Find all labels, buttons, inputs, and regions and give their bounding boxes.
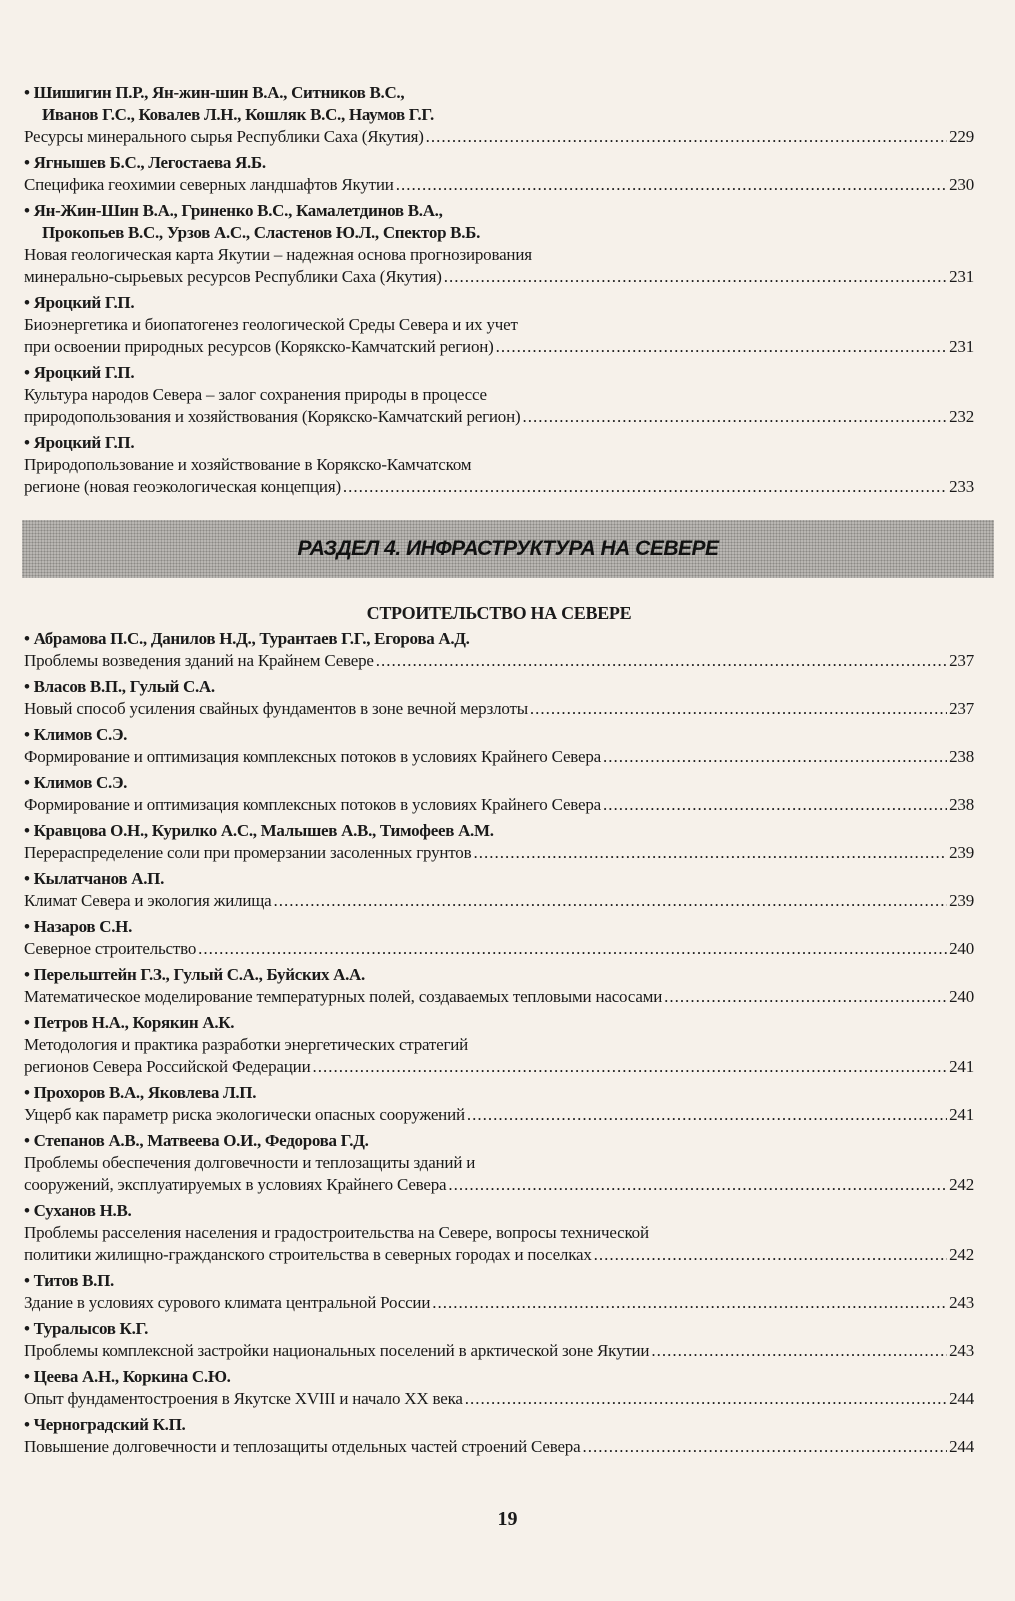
entry-title: политики жилищно-гражданского строительства в северных городах и поселках	[24, 1245, 592, 1264]
entry-title: регионов Севера Российской Федерации	[24, 1057, 311, 1076]
entry-title: Проблемы возведения зданий на Крайнем Севере	[24, 651, 374, 670]
entry-authors: • Яроцкий Г.П.	[24, 293, 135, 312]
entry-title: Повышение долговечности и теплозащиты отдельных частей строений Севера	[24, 1437, 581, 1456]
entry-authors: • Абрамова П.С., Данилов Н.Д., Турантаев Г.Г., Егорова А.Д.	[24, 629, 470, 648]
entry-page: 242	[949, 1245, 974, 1264]
dot-leader	[473, 842, 947, 864]
entry-authors: • Яроцкий Г.П.	[24, 433, 135, 452]
toc-entry	[24, 1082, 974, 1126]
entry-title: Методология и практика разработки энергетических стратегий	[24, 1035, 469, 1054]
entry-title-line	[24, 1104, 974, 1126]
toc-entry	[24, 1414, 974, 1458]
entry-title: Специфика геохимии северных ландшафтов Якутии	[24, 175, 394, 194]
entry-authors: • Цеева А.Н., Коркина С.Ю.	[24, 1367, 231, 1386]
entry-authors: • Шишигин П.Р., Ян-жин-шин В.А., Ситников В.С.,	[24, 83, 405, 102]
dot-leader	[530, 698, 947, 720]
dot-leader	[496, 336, 947, 358]
entry-title: Климат Севера и экология жилища	[24, 891, 272, 910]
entry-title-line	[24, 406, 974, 428]
entry-title: минерально-сырьевых ресурсов Республики Саха (Якутия)	[24, 267, 442, 286]
entry-page: 239	[949, 891, 974, 910]
entry-page: 233	[949, 477, 974, 496]
entry-authors: • Власов В.П., Гулый С.А.	[24, 677, 215, 696]
entry-title-line	[24, 698, 974, 720]
entry-page: 232	[949, 407, 974, 426]
dot-leader	[343, 476, 947, 498]
entry-authors: • Климов С.Э.	[24, 725, 128, 744]
entry-authors: • Назаров С.Н.	[24, 917, 133, 936]
entry-page: 238	[949, 747, 974, 766]
entry-title: Культура народов Севера – залог сохранения природы в процессе	[24, 385, 487, 404]
entry-title: Проблемы комплексной застройки национальных поселений в арктической зоне Якутии	[24, 1341, 650, 1360]
entry-authors: • Ян-Жин-Шин В.А., Гриненко В.С., Камалетдинов В.А.,	[24, 201, 443, 220]
entry-authors: • Суханов Н.В.	[24, 1201, 132, 1220]
toc-entry	[24, 1270, 974, 1314]
entry-title: Опыт фундаментостроения в Якутске XVIII и начало XX века	[24, 1389, 463, 1408]
entry-authors: • Петров Н.А., Корякин А.К.	[24, 1013, 235, 1032]
toc-entry	[24, 362, 974, 428]
toc-entry	[24, 1012, 974, 1078]
dot-leader	[603, 746, 947, 768]
toc-entry	[24, 916, 974, 960]
entry-page: 243	[949, 1293, 974, 1312]
entry-page: 244	[949, 1389, 974, 1408]
entry-authors: • Черноградский К.П.	[24, 1415, 186, 1434]
entry-page: 238	[949, 795, 974, 814]
entry-title: природопользования и хозяйствования (Корякско-Камчатский регион)	[24, 407, 521, 426]
entry-title: Новый способ усиления свайных фундаментов в зоне вечной мерзлоты	[24, 699, 528, 718]
entry-authors: • Титов В.П.	[24, 1271, 115, 1290]
entry-title: Природопользование и хозяйствование в Корякско-Камчатском	[24, 455, 472, 474]
entries-bottom	[24, 628, 974, 1458]
toc-entry	[24, 152, 974, 196]
entry-title-line	[24, 1056, 974, 1078]
toc-entry	[24, 1200, 974, 1266]
entry-title-line	[24, 266, 974, 288]
toc-entry	[24, 292, 974, 358]
dot-leader	[312, 1056, 947, 1078]
toc-entry	[24, 1318, 974, 1362]
entry-title: Биоэнергетика и биопатогенез геологической Среды Севера и их учет	[24, 315, 518, 334]
toc-entry	[24, 628, 974, 672]
dot-leader	[664, 986, 947, 1008]
entry-title: Проблемы расселения населения и градостроительства на Севере, вопросы технической	[24, 1223, 649, 1242]
entry-page: 241	[949, 1057, 974, 1076]
entry-page: 237	[949, 699, 974, 718]
entry-title: при освоении природных ресурсов (Корякско-Камчатский регион)	[24, 337, 494, 356]
toc-entry	[24, 772, 974, 816]
table-of-contents	[24, 78, 974, 1458]
dot-leader	[467, 1104, 947, 1126]
entry-title-line	[24, 1388, 974, 1410]
entry-title-line	[24, 842, 974, 864]
dot-leader	[603, 794, 947, 816]
toc-entry	[24, 676, 974, 720]
entry-title: сооружений, эксплуатируемых в условиях Крайнего Севера	[24, 1175, 447, 1194]
toc-entry	[24, 1366, 974, 1410]
entry-title-line	[24, 1292, 974, 1314]
entry-authors: • Кравцова О.Н., Курилко А.С., Малышев А.В., Тимофеев А.М.	[24, 821, 494, 840]
entry-title-line	[24, 650, 974, 672]
toc-entry	[24, 200, 974, 288]
entry-page: 231	[949, 337, 974, 356]
entry-title: Перераспределение соли при промерзании засоленных грунтов	[24, 843, 472, 862]
dot-leader	[432, 1292, 947, 1314]
entry-page: 244	[949, 1437, 974, 1456]
entry-title-line	[24, 1436, 974, 1458]
dot-leader	[651, 1340, 947, 1362]
entry-title-line	[24, 336, 974, 358]
entry-page: 239	[949, 843, 974, 862]
entry-title-line	[24, 1174, 974, 1196]
dot-leader	[444, 266, 947, 288]
entry-authors: Прокопьев В.С., Урзов А.С., Сластенов Ю.Л., Спектор В.Б.	[42, 223, 481, 242]
dot-leader	[465, 1388, 947, 1410]
entry-authors: • Прохоров В.А., Яковлева Л.П.	[24, 1083, 257, 1102]
entry-title: Формирование и оптимизация комплексных потоков в условиях Крайнего Севера	[24, 747, 602, 766]
section-banner-title: РАЗДЕЛ 4. ИНФРАСТРУКТУРА НА СЕВЕРЕ	[297, 537, 719, 560]
entry-title-line	[24, 1244, 974, 1266]
entry-title: Проблемы обеспечения долговечности и теплозащиты зданий и	[24, 1153, 476, 1172]
toc-entry	[24, 820, 974, 864]
section-banner	[22, 520, 994, 578]
entry-title: Ресурсы минерального сырья Республики Саха (Якутия)	[24, 127, 424, 146]
entry-authors: Иванов Г.С., Ковалев Л.Н., Кошляк В.С., Наумов Г.Г.	[42, 105, 434, 124]
entry-title: Северное строительство	[24, 939, 197, 958]
entry-title-line	[24, 794, 974, 816]
entry-page: 240	[949, 939, 974, 958]
entry-page: 240	[949, 987, 974, 1006]
entry-title-line	[24, 1340, 974, 1362]
dot-leader	[594, 1244, 947, 1266]
entry-page: 229	[949, 127, 974, 146]
entry-title: Математическое моделирование температурных полей, создаваемых тепловыми насосами	[24, 987, 663, 1006]
dot-leader	[198, 938, 947, 960]
entry-title: Новая геологическая карта Якутии – надежная основа прогнозирования	[24, 245, 532, 264]
entry-authors: • Климов С.Э.	[24, 773, 128, 792]
toc-entry	[24, 868, 974, 912]
dot-leader	[396, 174, 947, 196]
entry-page: 237	[949, 651, 974, 670]
toc-entry	[24, 724, 974, 768]
entry-title: регионе (новая геоэкологическая концепция)	[24, 477, 341, 496]
dot-leader	[448, 1174, 947, 1196]
entry-page: 241	[949, 1105, 974, 1124]
entries-top	[24, 82, 974, 498]
entry-title-line	[24, 476, 974, 498]
entry-title-line	[24, 986, 974, 1008]
dot-leader	[426, 126, 947, 148]
entry-page: 230	[949, 175, 974, 194]
toc-entry	[24, 432, 974, 498]
entry-authors: • Степанов А.В., Матвеева О.И., Федорова Г.Д.	[24, 1131, 369, 1150]
entry-authors: • Туралысов К.Г.	[24, 1319, 149, 1338]
entry-title: Ущерб как параметр риска экологически опасных сооружений	[24, 1105, 465, 1124]
dot-leader	[376, 650, 947, 672]
toc-entry	[24, 964, 974, 1008]
entry-title-line	[24, 174, 974, 196]
toc-entry	[24, 82, 974, 148]
dot-leader	[522, 406, 947, 428]
toc-entry	[24, 1130, 974, 1196]
entry-title-line	[24, 126, 974, 148]
dot-leader	[582, 1436, 947, 1458]
subheading: СТРОИТЕЛЬСТВО НА СЕВЕРЕ	[366, 603, 632, 623]
entry-authors: • Ягнышев Б.С., Легостаева Я.Б.	[24, 153, 266, 172]
entry-authors: • Кылатчанов А.П.	[24, 869, 165, 888]
dot-leader	[274, 890, 948, 912]
entry-page: 242	[949, 1175, 974, 1194]
entry-title: Здание в условиях сурового климата центральной России	[24, 1293, 431, 1312]
page-number: 19	[497, 1508, 518, 1530]
entry-title-line	[24, 938, 974, 960]
entry-authors: • Яроцкий Г.П.	[24, 363, 135, 382]
entry-page: 243	[949, 1341, 974, 1360]
entry-title-line	[24, 746, 974, 768]
entry-title: Формирование и оптимизация комплексных потоков в условиях Крайнего Севера	[24, 795, 602, 814]
entry-authors: • Перельштейн Г.З., Гулый С.А., Буйских А.А.	[24, 965, 365, 984]
entry-title-line	[24, 890, 974, 912]
entry-page: 231	[949, 267, 974, 286]
